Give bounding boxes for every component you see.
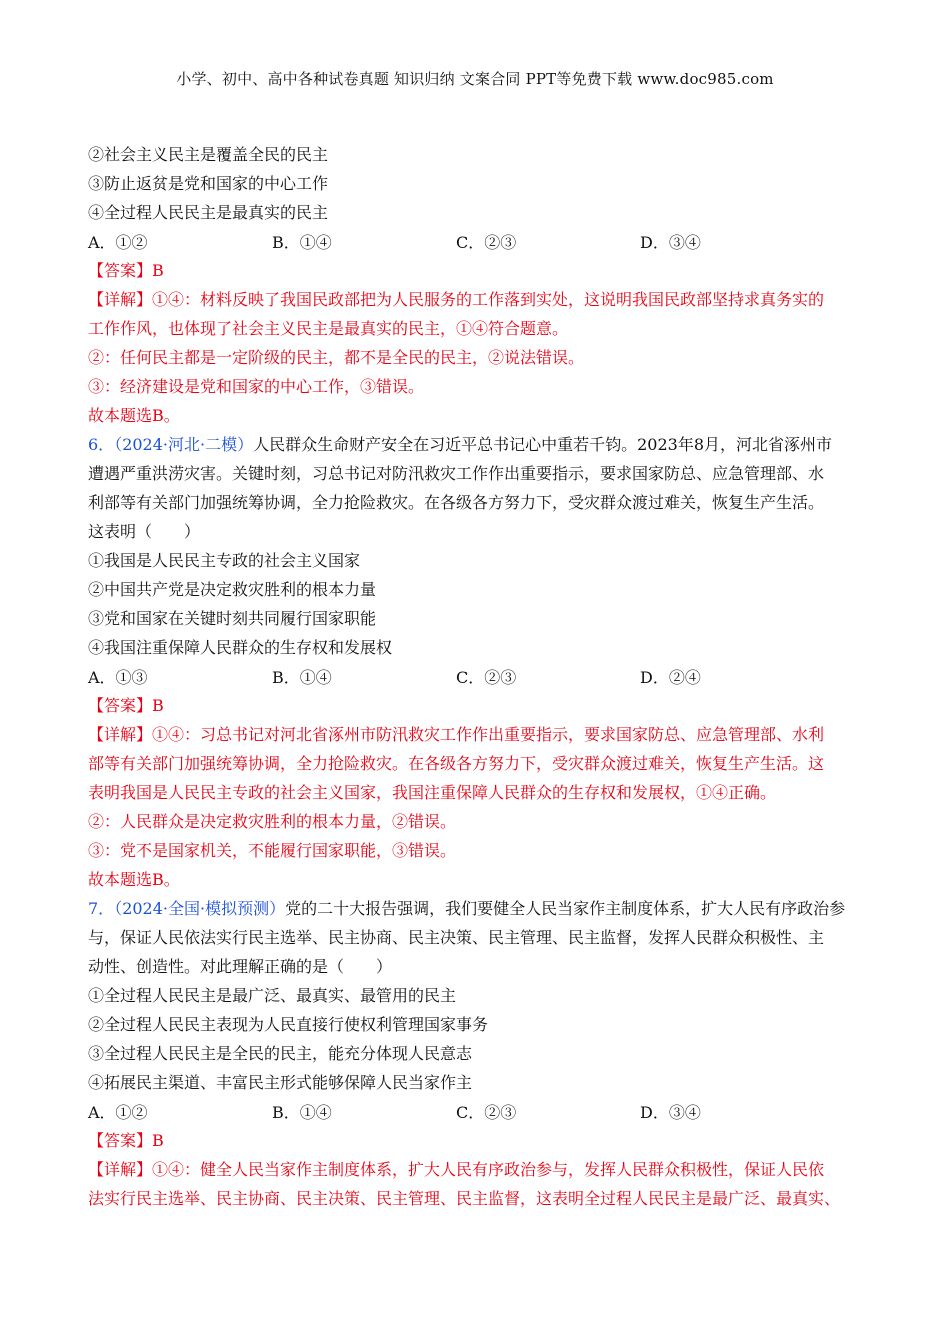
q7-option-1: ①全过程人民民主是最广泛、最真实、最管用的民主 [88,986,457,1005]
q5-explain-3: ②：任何民主都是一定阶级的民主，都不是全民的民主，②说法错误。 [88,348,585,367]
q6-option-1: ①我国是人民民主专政的社会主义国家 [88,551,361,570]
q6-explain-4: ②：人民群众是决定救灾胜利的根本力量，②错误。 [88,812,457,831]
q6-explain-6: 故本题选B。 [88,870,180,889]
q6-stem-1: 6．（2024·河北·二模）人民群众生命财产安全在习近平总书记心中重若千钧。2023年8月，河北省涿州市 [88,435,832,454]
q7-stem-3: 动性、创造性。对此理解正确的是（ ） [88,957,393,976]
page-content [88,140,878,1213]
q6-choice-d: D．②④ [640,668,701,687]
q7-stem-1: 7．（2024·全国·模拟预测）党的二十大报告强调，我们要健全人民当家作主制度体系，扩大人民有序政治参 [88,899,846,918]
q7-option-4: ④拓展民主渠道、丰富民主形式能够保障人民当家作主 [88,1073,473,1092]
q5-choice-c: C．②③ [456,233,517,252]
q5-option-2: ②社会主义民主是覆盖全民的民主 [88,145,329,164]
q7-option-2: ②全过程人民民主表现为人民直接行使权利管理国家事务 [88,1015,489,1034]
q5-choice-d: D．③④ [640,233,701,252]
q7-choice-a: A．①② [88,1103,148,1122]
q6-option-3: ③党和国家在关键时刻共同履行国家职能 [88,609,377,628]
page-header: 小学、初中、高中各种试卷真题 知识归纳 文案合同 PPT等免费下载 www.doc985.com [176,70,774,88]
q6-source: （2024·河北·二模） [114,435,254,454]
q7-choice-c: C．②③ [456,1103,517,1122]
q6-stem-2: 遭遇严重洪涝灾害。关键时刻，习总书记对防汛救灾工作作出重要指示，要求国家防总、应急管理部、水 [88,464,825,483]
q6-option-4: ④我国注重保障人民群众的生存权和发展权 [88,638,393,657]
q7-number: 7． [88,899,115,918]
q6-explain-label: 【详解】 [88,725,153,744]
q7-choice-d: D．③④ [640,1103,701,1122]
q5-choice-a: A．①② [88,233,148,252]
q5-explain-4: ③：经济建设是党和国家的中心工作，③错误。 [88,377,425,396]
q6-choices [88,662,878,691]
q6-answer: 【答案】B [88,696,164,715]
q5-explain-5: 故本题选B。 [88,406,180,425]
q7-explain-1: 【详解】①④：健全人民当家作主制度体系，扩大人民有序政治参与，发挥人民群众积极性，保证人民依 [88,1160,825,1179]
q6-option-2: ②中国共产党是决定救灾胜利的根本力量 [88,580,377,599]
q6-choice-a: A．①③ [88,668,148,687]
q7-source: （2024·全国·模拟预测） [114,899,286,918]
q7-stem-2: 与，保证人民依法实行民主选举、民主协商、民主决策、民主管理、民主监督，发挥人民群众积极性、主 [88,928,825,947]
q6-explain-1: 【详解】①④：习总书记对河北省涿州市防汛救灾工作作出重要指示，要求国家防总、应急管理部、水利 [88,725,825,744]
q5-choice-b: B．①④ [272,233,332,252]
q5-answer: 【答案】B [88,261,164,280]
q5-option-4: ④全过程人民民主是最真实的民主 [88,203,329,222]
q5-explain-1: 【详解】①④：材料反映了我国民政部把为人民服务的工作落到实处，这说明我国民政部坚持求真务实的 [88,290,825,309]
q7-answer: 【答案】B [88,1131,164,1150]
q5-option-3: ③防止返贫是党和国家的中心工作 [88,174,329,193]
q6-number: 6． [88,435,115,454]
q6-stem-3: 利部等有关部门加强统筹协调，全力抢险救灾。在各级各方努力下，受灾群众渡过难关，恢复生产生活。 [88,493,825,512]
q6-explain-2: 部等有关部门加强统筹协调，全力抢险救灾。在各级各方努力下，受灾群众渡过难关，恢复生产生活。这 [88,754,825,773]
q6-stem-4: 这表明（ ） [88,522,201,541]
q6-choice-c: C．②③ [456,668,517,687]
q6-choice-b: B．①④ [272,668,332,687]
q6-explain-3: 表明我国是人民民主专政的社会主义国家，我国注重保障人民群众的生存权和发展权，①④正确。 [88,783,777,802]
q5-explain-label: 【详解】 [88,290,153,309]
q5-choices [88,227,878,256]
q7-explain-label: 【详解】 [88,1160,153,1179]
q7-option-3: ③全过程人民民主是全民的民主，能充分体现人民意志 [88,1044,473,1063]
q5-explain-2: 工作作风，也体现了社会主义民主是最真实的民主，①④符合题意。 [88,319,569,338]
q7-choice-b: B．①④ [272,1103,332,1122]
q7-explain-2: 法实行民主选举、民主协商、民主决策、民主管理、民主监督，这表明全过程人民民主是最广泛、最真实、 [88,1189,841,1208]
q6-explain-5: ③：党不是国家机关，不能履行国家职能，③错误。 [88,841,457,860]
q7-choices [88,1097,878,1126]
